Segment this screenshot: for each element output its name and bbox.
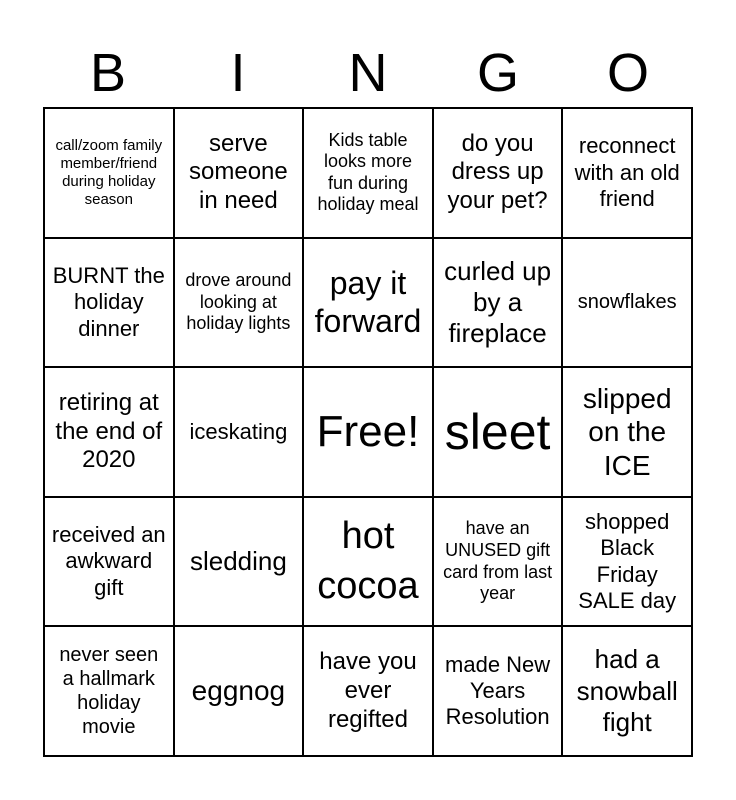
header-letter-b: B [89,43,127,103]
bingo-cell[interactable]: slipped on the ICE [562,367,692,497]
bingo-cell[interactable]: drove around looking at holiday lights [174,238,304,368]
bingo-cell[interactable]: pay it forward [303,238,433,368]
bingo-cell-free[interactable]: Free! [303,367,433,497]
bingo-grid [43,107,693,757]
bingo-cell[interactable]: have you ever regifted [303,626,433,756]
bingo-cell[interactable]: serve someone in need [174,108,304,238]
bingo-cell[interactable]: Kids table looks more fun during holiday meal [303,108,433,238]
header-letter-n: N [348,43,388,103]
header-letter-o: O [606,43,649,103]
bingo-cell[interactable]: reconnect with an old friend [562,108,692,238]
bingo-cell[interactable]: made New Years Resolution [433,626,563,756]
bingo-cell[interactable]: hot cocoa [303,497,433,627]
bingo-cell[interactable]: had a snowball fight [562,626,692,756]
bingo-header [43,38,693,108]
bingo-cell[interactable]: never seen a hallmark holiday movie [44,626,174,756]
bingo-cell[interactable]: shopped Black Friday SALE day [562,497,692,627]
bingo-cell[interactable]: retiring at the end of 2020 [44,367,174,497]
bingo-cell[interactable]: curled up by a fireplace [433,238,563,368]
bingo-cell[interactable]: sledding [174,497,304,627]
bingo-cell[interactable]: received an awkward gift [44,497,174,627]
bingo-cell[interactable]: eggnog [174,626,304,756]
bingo-cell[interactable]: have an UNUSED gift card from last year [433,497,563,627]
bingo-cell[interactable]: sleet [433,367,563,497]
bingo-cell[interactable]: do you dress up your pet? [433,108,563,238]
bingo-cell[interactable]: iceskating [174,367,304,497]
bingo-cell[interactable]: call/zoom family member/friend during holiday season [44,108,174,238]
header-letter-i: I [230,43,246,103]
bingo-cell[interactable]: BURNT the holiday dinner [44,238,174,368]
bingo-cell[interactable]: snowflakes [562,238,692,368]
header-letter-g: G [476,43,519,103]
